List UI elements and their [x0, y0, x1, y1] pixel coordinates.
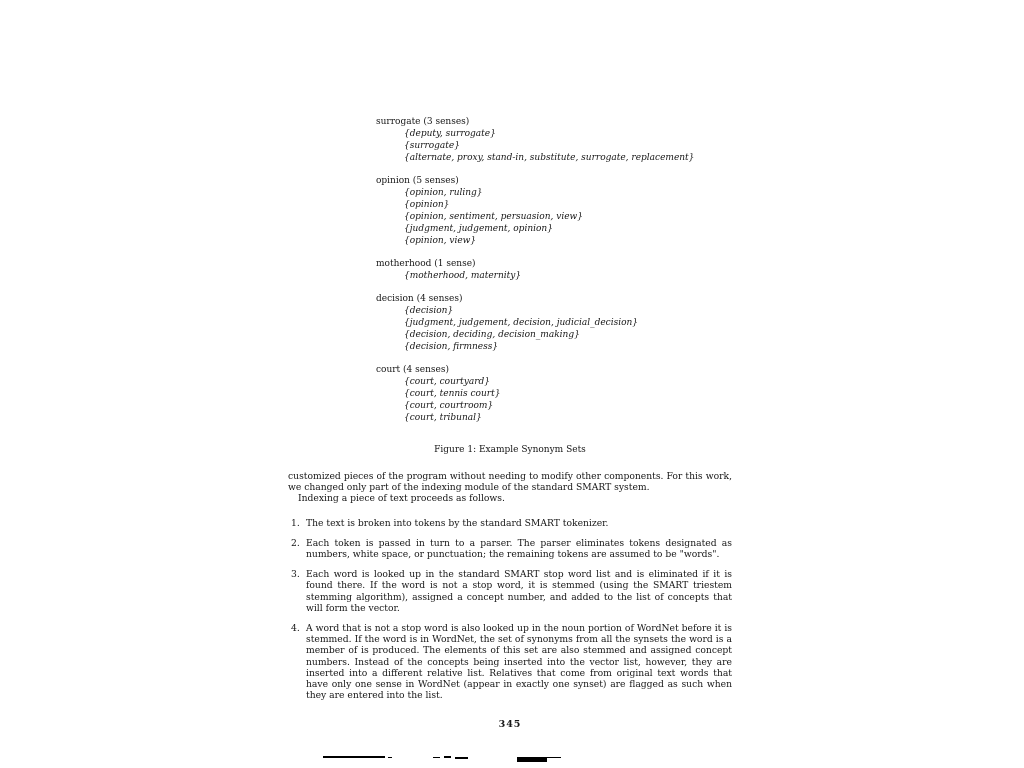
synset-line: {court, tennis court}: [404, 389, 501, 399]
synset-group: [376, 175, 706, 247]
scan-artifact: [388, 757, 392, 758]
synset-group: [376, 116, 706, 164]
scan-artifact: [444, 756, 451, 758]
figure-caption: Figure 1: Example Synonym Sets: [434, 445, 586, 455]
synset-headword: decision (4 senses): [376, 294, 463, 304]
synset-group: [376, 293, 706, 353]
synset-line: {opinion}: [404, 200, 450, 210]
synset-line: {opinion, sentiment, persuasion, view}: [404, 212, 583, 222]
synset-line: {court, courtroom}: [404, 401, 494, 411]
list-item-text: Each token is passed in turn to a parser. The parser eliminates tokens designated as numbers, white space, or punctuation; the remaining tokens are assumed to be "words".: [306, 537, 732, 561]
synset-line: {opinion, ruling}: [404, 188, 483, 198]
synset-headword: motherhood (1 sense): [376, 259, 476, 269]
synset-line: {court, courtyard}: [404, 377, 491, 387]
list-item-number: 1.: [291, 517, 300, 529]
list-item-number: 3.: [291, 569, 300, 581]
synset-line: {decision}: [404, 306, 454, 316]
synset-headword: surrogate (3 senses): [376, 117, 470, 127]
synset-line: {decision, firmness}: [404, 342, 499, 352]
synset-line: {decision, deciding, decision_making}: [404, 330, 580, 340]
synset-group: [376, 258, 706, 282]
synset-line: {deputy, surrogate}: [404, 129, 496, 139]
list-item: [288, 518, 732, 529]
paragraph-continued: customized pieces of the program without needing to modify other components. For this work, we changed only part of the indexing module of the standard SMART system.: [288, 471, 732, 494]
synset-headword: court (4 senses): [376, 365, 449, 375]
scan-artifact: [433, 757, 440, 758]
list-item-number: 2.: [291, 537, 300, 549]
synset-line: {judgment, judgement, opinion}: [404, 224, 553, 234]
list-item: [288, 623, 732, 701]
synset-line: {motherhood, maternity}: [404, 271, 522, 281]
scan-artifact: [547, 757, 561, 758]
synset-line: {judgment, judgement, decision, judicial_decision}: [404, 318, 639, 328]
body-text: [288, 471, 732, 710]
figure-synonym-sets: [376, 116, 706, 435]
scan-artifact: [323, 756, 385, 758]
list-item-number: 4.: [291, 623, 300, 635]
synset-line: {court, tribunal}: [404, 413, 482, 423]
paragraph-indexing: Indexing a piece of text proceeds as follows.: [298, 493, 505, 505]
list-item-text: A word that is not a stop word is also looked up in the noun portion of WordNet before it is stemmed. If the word is in WordNet, the set of synonyms from all the synsets the word is a member of is produced. The elements of this set are also stemmed and assigned concept numbers. Instead of the concepts being inserted into the vector list, however, they are inserted into a different relative list. Relatives that come from original text words that have only one sense in WordNet (appear in exactly one synset) are flagged as such when they are entered into the list.: [306, 623, 732, 702]
list-item: [288, 569, 732, 614]
synset-group: [376, 364, 706, 424]
list-item-text: The text is broken into tokens by the standard SMART tokenizer.: [306, 517, 609, 529]
scan-artifact: [455, 757, 468, 759]
synset-headword: opinion (5 senses): [376, 176, 459, 186]
page-number: 345: [498, 719, 522, 730]
list-item: [288, 538, 732, 560]
synset-line: {opinion, view}: [404, 236, 477, 246]
scan-artifact: [517, 757, 547, 762]
indexing-steps-list: [288, 518, 732, 702]
list-item-text: Each word is looked up in the standard SMART stop word list and is eliminated if it is found there. If the word is not a stop word, it is stemmed (using the SMART triestem stemming algorithm), assigned a concept number, and added to the list of concepts that will form the vector.: [306, 569, 732, 614]
synset-line: {alternate, proxy, stand-in, substitute, surrogate, replacement}: [404, 153, 695, 163]
synset-line: {surrogate}: [404, 141, 460, 151]
